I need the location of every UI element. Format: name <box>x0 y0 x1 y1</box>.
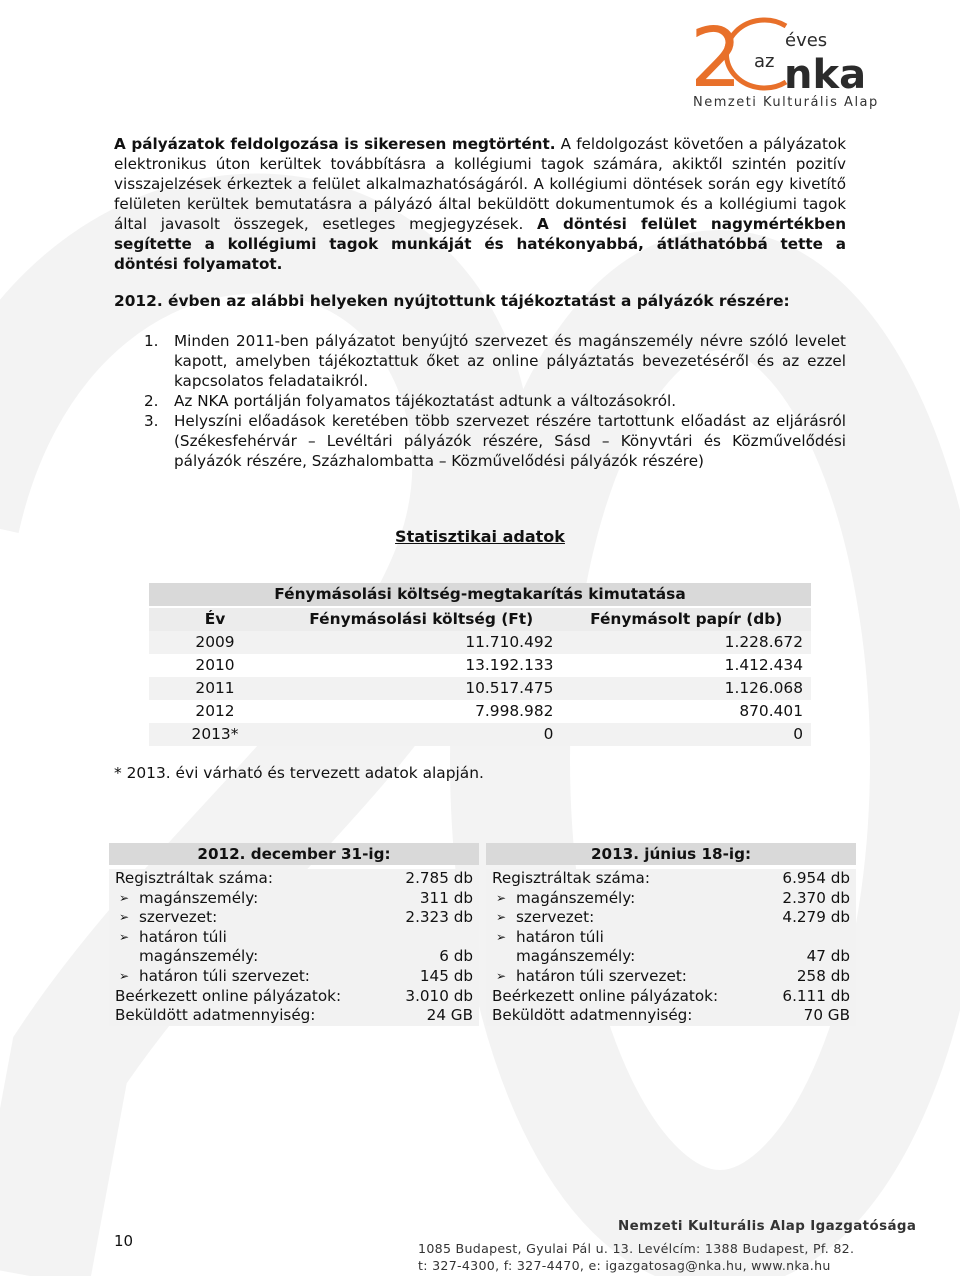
received-row <box>486 987 856 1007</box>
registration-2012-title: 2012. december 31-ig: <box>109 843 479 865</box>
data-volume-value: 70 GB <box>803 1006 850 1025</box>
header-year: Év <box>149 606 281 631</box>
cell-copy-cost: 10.517.475 <box>281 677 561 700</box>
abroad-org-value: 145 db <box>419 966 473 985</box>
list-item <box>134 331 846 391</box>
abroad-org-row <box>109 967 479 987</box>
page-number: 10 <box>114 1232 134 1250</box>
private-label: magánszemély: <box>139 888 259 907</box>
abroad-org-label: határon túli szervezet: <box>139 966 310 985</box>
private-value: 2.370 db <box>782 888 850 907</box>
arrow-bullet-icon: ➢ <box>119 910 130 925</box>
table-caption: Fénymásolási költség-megtakarítás kimutatása <box>149 583 811 606</box>
list-item-text: Az NKA portálján folyamatos tájékoztatást adtunk a változásokról. <box>174 392 677 410</box>
abroad-private-value: 6 db <box>439 947 473 966</box>
table-footnote: * 2013. évi várható és tervezett adatok alapján. <box>114 764 484 782</box>
received-value: 6.111 db <box>782 986 850 1005</box>
table-row <box>149 631 811 654</box>
registration-2013-body <box>486 869 856 1026</box>
list-item-number: 3. <box>144 412 159 430</box>
stats-title: Statisztikai adatok <box>395 527 565 546</box>
logo-eves: éves <box>785 30 828 51</box>
cell-copy-cost: 11.710.492 <box>281 631 561 654</box>
data-volume-row <box>109 1006 479 1026</box>
arrow-bullet-icon: ➢ <box>119 968 130 983</box>
received-value: 3.010 db <box>405 986 473 1005</box>
cell-copied-paper: 870.401 <box>561 700 811 723</box>
arrow-bullet-icon: ➢ <box>119 890 130 905</box>
list-item <box>134 411 846 471</box>
copy-cost-table <box>149 583 811 746</box>
cell-year: 2012 <box>149 700 281 723</box>
received-label: Beérkezett online pályázatok: <box>115 986 342 1005</box>
abroad-org-value: 258 db <box>796 966 850 985</box>
table-row <box>149 723 811 746</box>
intro-bold-lead: A pályázatok feldolgozása is sikeresen megtörtént. <box>114 135 556 153</box>
list-item-number: 1. <box>144 332 159 350</box>
abroad-org-row <box>486 967 856 987</box>
cell-year: 2010 <box>149 654 281 677</box>
arrow-bullet-icon: ➢ <box>496 910 507 925</box>
footer-organization: Nemzeti Kulturális Alap Igazgatósága <box>618 1219 917 1234</box>
registered-row <box>486 869 856 889</box>
data-volume-value: 24 GB <box>426 1006 473 1025</box>
cell-copied-paper: 1.126.068 <box>561 677 811 700</box>
table-row <box>149 700 811 723</box>
data-volume-row <box>486 1006 856 1026</box>
logo-digit-2: 2 <box>690 11 743 106</box>
data-volume-label: Beküldött adatmennyiség: <box>115 1006 316 1025</box>
registration-2012-box <box>109 843 479 1026</box>
header-copy-cost: Fénymásolási költség (Ft) <box>281 606 561 631</box>
table-header-row <box>149 606 811 631</box>
data-volume-label: Beküldött adatmennyiség: <box>492 1006 693 1025</box>
arrow-bullet-icon: ➢ <box>496 890 507 905</box>
list-item-text: Helyszíni előadások keretében több szervezet részére tartottunk előadást az eljárásról (Székesfehérvár – Levéltári pályázók részére, Sásd – Könyvtári és Közművelődési pályázók részére, Százhalombatta – Közművelődési pályázók részére) <box>174 412 846 470</box>
intro-paragraph <box>114 134 846 274</box>
received-row <box>109 987 479 1007</box>
abroad-private-label-1: határon túli <box>139 927 227 946</box>
table-row <box>149 677 811 700</box>
footer-address: 1085 Budapest, Gyulai Pál u. 13. Levélcím: 1388 Budapest, Pf. 82. <box>418 1241 855 1256</box>
intro-body: A feldolgozást követően a pályázatok elektronikus úton kerültek továbbításra a kollégiumi tagok számára, akiktől szintén pozitív visszajelzések érkeztek a felület alkalmazhatóságáról. A kollégiumi döntések során egy kivetítő felületen kerültek bemutatásra a pályázó által beküldött dokumentumok és a kollégiumi tagok által javasolt összegek, esetleges megjegyzések. <box>114 135 846 233</box>
org-label: szervezet: <box>139 908 218 927</box>
registration-2013-box <box>486 843 856 1026</box>
logo-subtitle: Nemzeti Kulturális Alap <box>693 95 879 110</box>
abroad-private-label-2: magánszemély: <box>139 947 259 966</box>
abroad-private-row <box>109 928 479 967</box>
registered-label: Regisztráltak száma: <box>115 869 273 887</box>
footer-contact: t: 327-4300, f: 327-4470, e: igazgatosag@nka.hu, www.nka.hu <box>418 1258 831 1273</box>
private-value: 311 db <box>419 888 473 907</box>
org-row <box>109 908 479 928</box>
header-copied-paper: Fénymásolt papír (db) <box>561 606 811 631</box>
received-label: Beérkezett online pályázatok: <box>492 986 719 1005</box>
private-label: magánszemély: <box>516 888 636 907</box>
cell-copied-paper: 1.228.672 <box>561 631 811 654</box>
cell-copy-cost: 7.998.982 <box>281 700 561 723</box>
registered-value: 2.785 db <box>405 869 473 887</box>
registered-value: 6.954 db <box>782 869 850 887</box>
cell-year: 2013* <box>149 723 281 746</box>
abroad-private-value: 47 db <box>806 947 850 966</box>
registration-2013-title: 2013. június 18-ig: <box>486 843 856 865</box>
private-row <box>109 889 479 909</box>
cell-year: 2011 <box>149 677 281 700</box>
list-item-number: 2. <box>144 392 159 410</box>
list-item <box>134 391 846 411</box>
table-caption-row <box>149 583 811 606</box>
cell-year: 2009 <box>149 631 281 654</box>
registration-2012-body <box>109 869 479 1026</box>
org-row <box>486 908 856 928</box>
abroad-private-label-1: határon túli <box>516 927 604 946</box>
cell-copied-paper: 0 <box>561 723 811 746</box>
arrow-bullet-icon: ➢ <box>119 929 130 944</box>
intro-bold-conclusion: A döntési felület nagymértékben segítette a kollégiumi tagok munkáját és hatékonyabbá, átláthatóbbá tette a döntési folyamatot. <box>114 215 847 273</box>
logo-nka: nka <box>784 52 867 98</box>
arrow-bullet-icon: ➢ <box>496 929 507 944</box>
table-row <box>149 654 811 677</box>
arrow-bullet-icon: ➢ <box>496 968 507 983</box>
registered-row <box>109 869 479 889</box>
abroad-org-label: határon túli szervezet: <box>516 966 687 985</box>
cell-copy-cost: 0 <box>281 723 561 746</box>
registered-label: Regisztráltak száma: <box>492 869 650 887</box>
info-heading: 2012. évben az alábbi helyeken nyújtottunk tájékoztatást a pályázók részére: <box>114 292 790 310</box>
org-label: szervezet: <box>516 908 595 927</box>
cell-copied-paper: 1.412.434 <box>561 654 811 677</box>
private-row <box>486 889 856 909</box>
cell-copy-cost: 13.192.133 <box>281 654 561 677</box>
logo-az: az <box>754 51 775 72</box>
abroad-private-label-2: magánszemély: <box>516 947 636 966</box>
info-list <box>134 331 846 471</box>
list-item-text: Minden 2011-ben pályázatot benyújtó szervezet és magánszemély névre szóló levelet kapott, amelyben tájékoztattuk őket az online pályáztatás bevezetéséről és az ezzel kapcsolatos feladataikról. <box>174 332 846 390</box>
abroad-private-row <box>486 928 856 967</box>
org-value: 4.279 db <box>782 908 850 927</box>
org-value: 2.323 db <box>405 908 473 927</box>
